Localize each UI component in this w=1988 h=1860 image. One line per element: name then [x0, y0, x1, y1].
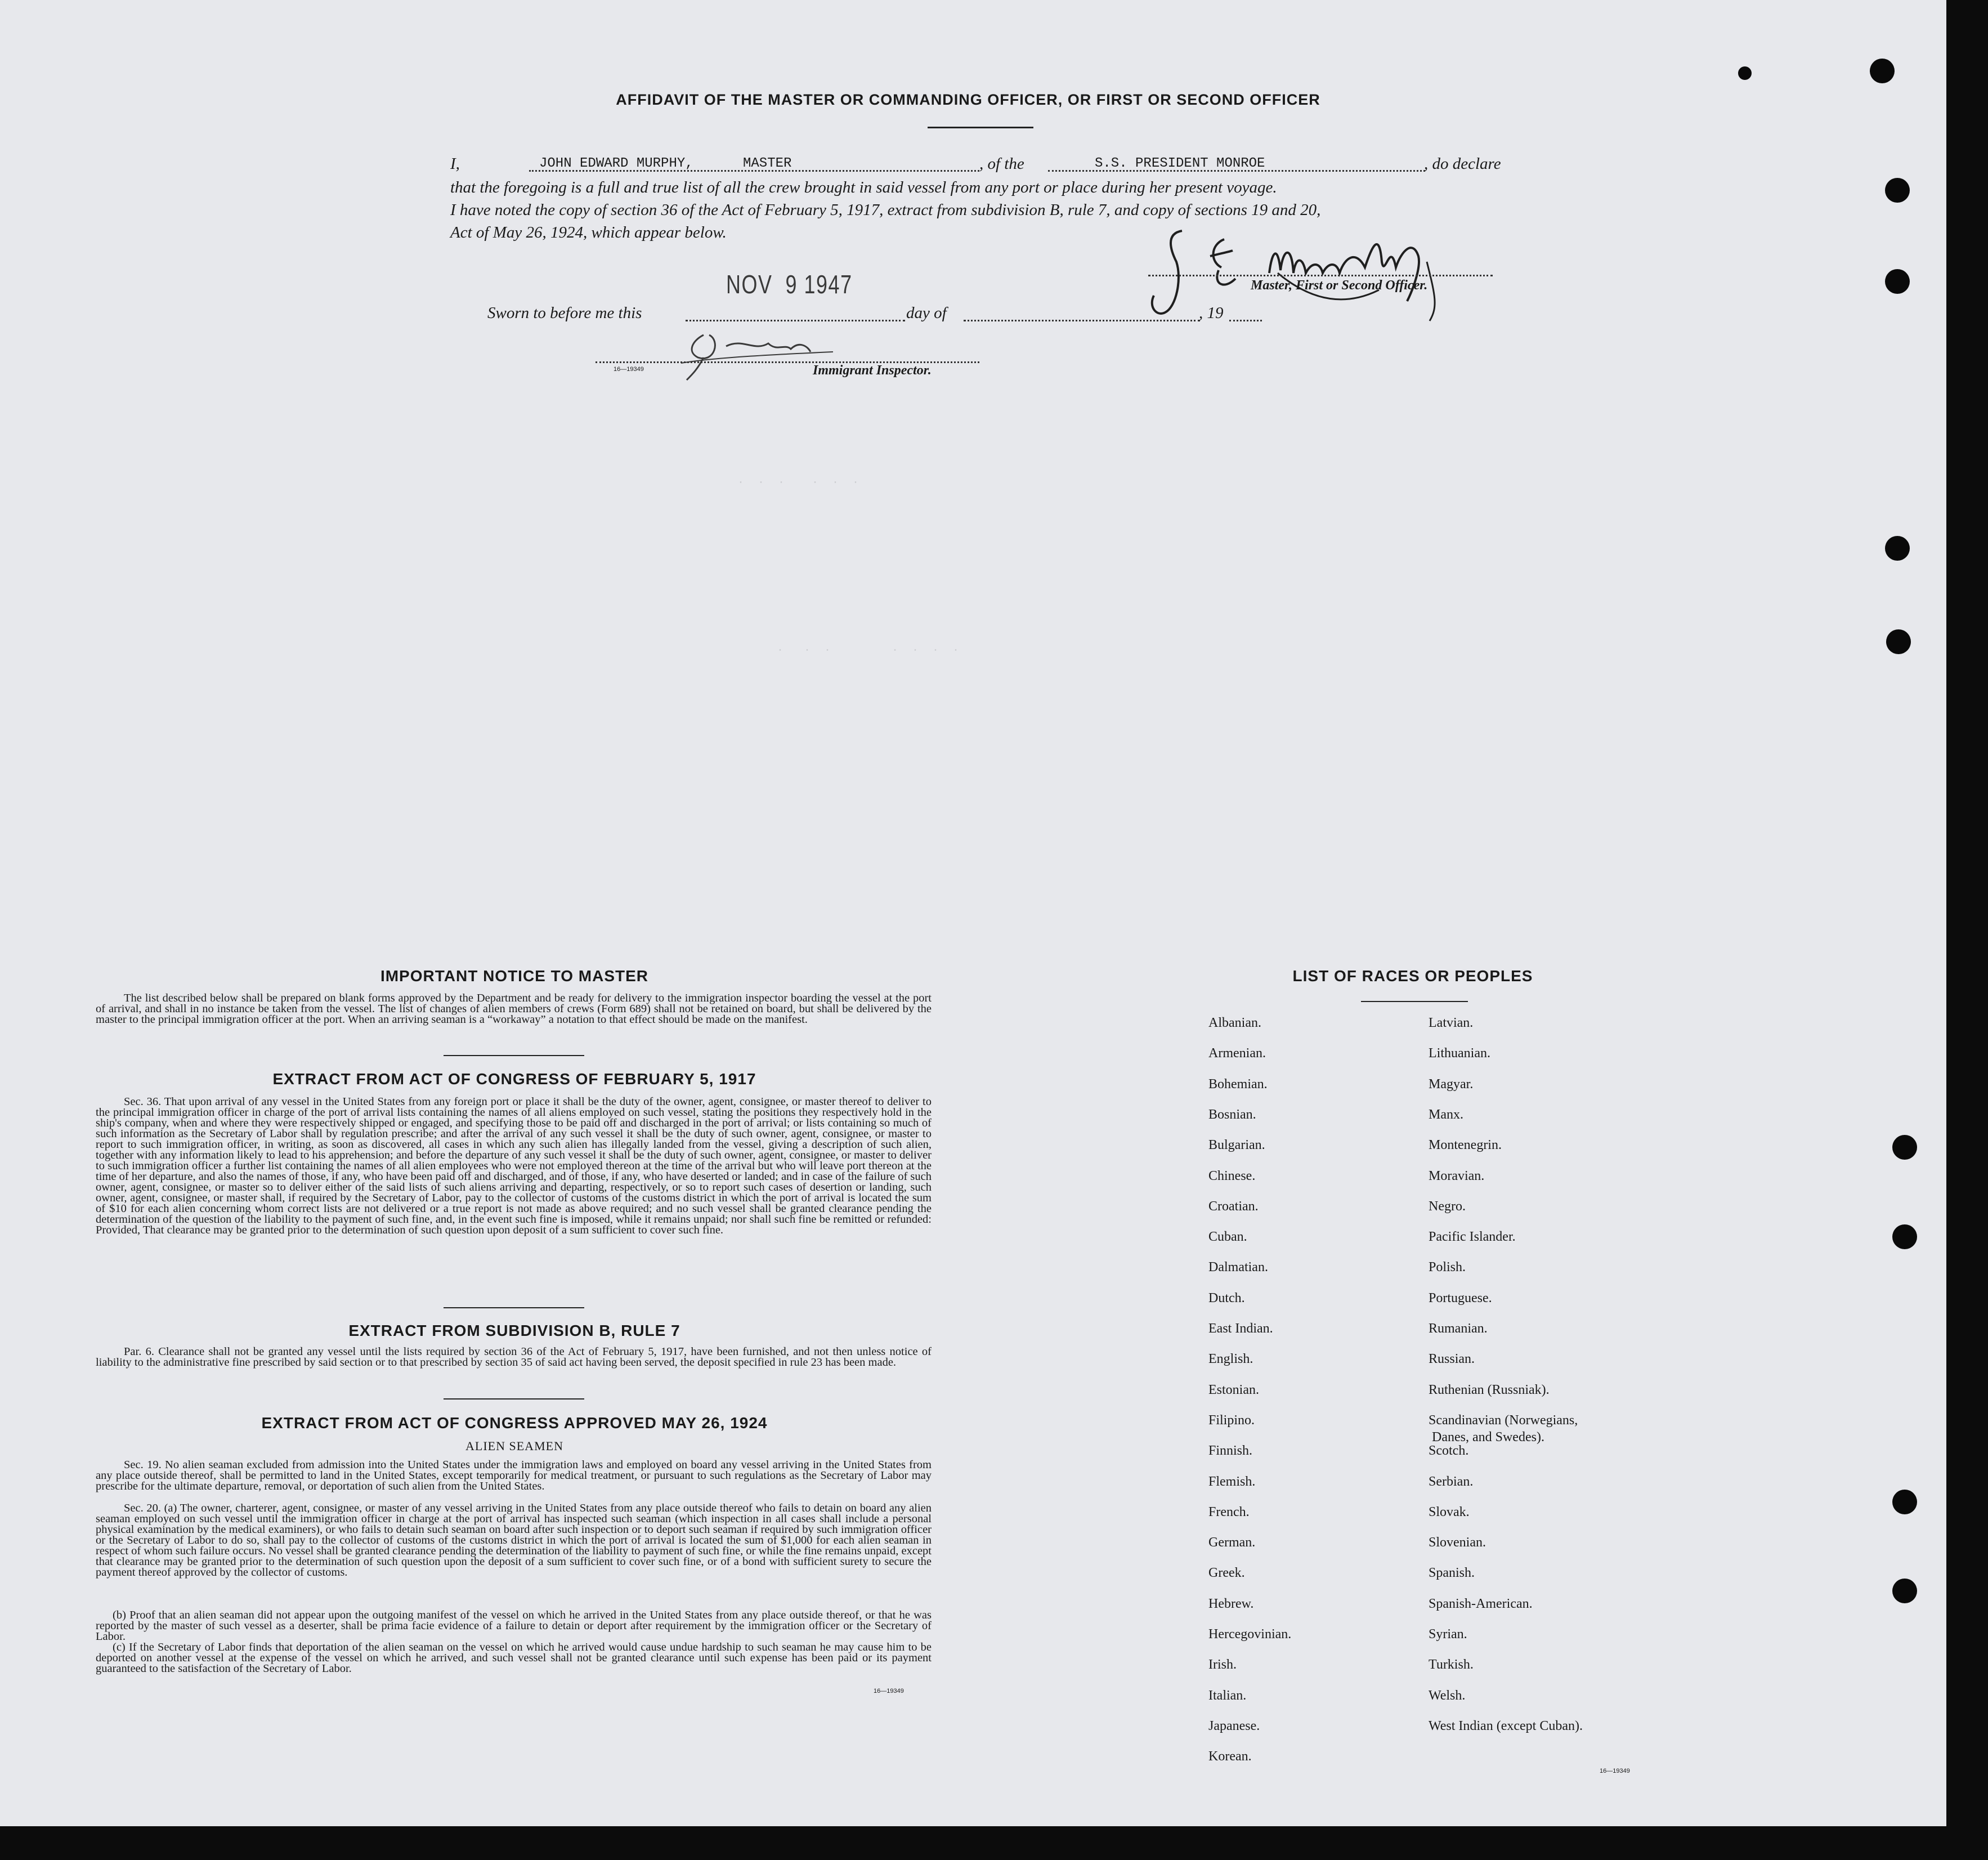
form-number: 16—19349 [1600, 1768, 1630, 1774]
name-dotted-line [529, 170, 979, 172]
faint-bleed-text: · · · · · · [737, 476, 859, 489]
alien-seamen-subtitle: ALIEN SEAMEN [465, 1439, 563, 1453]
race-item: Irish. [1208, 1657, 1237, 1673]
sworn-month-dotted-line [964, 320, 1200, 321]
faint-bleed-text: · · · · · · · [777, 644, 960, 657]
race-item: Japanese. [1208, 1718, 1260, 1733]
race-item: Korean. [1208, 1749, 1252, 1764]
race-item: Welsh. [1429, 1688, 1466, 1703]
master-name-field: JOHN EDWARD MURPHY, [539, 156, 693, 171]
race-item: German. [1208, 1535, 1256, 1550]
affidavit-title: AFFIDAVIT OF THE MASTER OR COMMANDING OFFICER, OR FIRST OR SECOND OFFICER [616, 91, 1320, 108]
race-item: Spanish-American. [1429, 1596, 1533, 1611]
race-item: Estonian. [1208, 1382, 1259, 1397]
inspector-label: Immigrant Inspector. [813, 363, 932, 378]
race-item: Bulgarian. [1208, 1138, 1265, 1153]
year-dotted-line [1229, 320, 1262, 321]
race-item: Turkish. [1429, 1657, 1474, 1673]
race-item: Albanian. [1208, 1016, 1261, 1030]
race-item: Slovenian. [1429, 1535, 1486, 1550]
race-item: Polish. [1429, 1260, 1466, 1275]
race-item: Dutch. [1208, 1290, 1245, 1305]
race-item: Spanish. [1429, 1566, 1475, 1581]
race-item: Pacific Islander. [1429, 1229, 1516, 1245]
binder-hole [1886, 629, 1911, 654]
extract1917-body: Sec. 36. That upon arrival of any vessel in the United States from any foreign port or place it shall be the duty of the owner, agent, consignee, or master thereof to deliver to the principal immigration officer in charge of the port of arrival lists containing the names of all aliens employed on such vessel, stating the positions they respectively hold in the ship's company, when and where they were respectively shipped or engaged, and specifying those to be paid off and discharged in the port of arrival; or lists containing so much of such information as the Secretary of Labor shall by regulation prescribe; and after the arrival of any such vessel it shall be the duty of such owner, agent, consignee, or master to report to such immigration officer, in writing, as soon as discovered, all cases in which any such alien has illegally landed from the vessel, giving a description of such alien, together with any information likely to lead to his apprehension; and before the departure of any such vessel it shall be the duty of such owner, agent, consignee, or master to deliver to such immigration officer a further list containing the names of all alien employees who were not employed thereon at the time of the arrival but who will leave port thereon at the time of her departure, and also the names of those, if any, who have been paid off and discharged, and of those, if any, who have deserted or landed; and in case of the failure of such owner, agent, consignee, or master so to deliver either of the said lists of such aliens arriving and departing, respectively, or so to report such cases of desertion or landing, such owner, agent, consignee, or master shall, if required by the Secretary of Labor, pay to the collector of customs of the customs district in which the port of arrival is located the sum of $10 for each alien concerning whom correct lists are not delivered or a true report is not made as above required; and no such vessel shall be granted clearance pending the determination of the question of the liability to the payment of such fine, and, in the event such fine is imposed, while it remains unpaid; nor shall such fine be remitted or refunded: Provided, That clearance may be granted prior to the determination of such question upon deposit of a sum sufficient to cover such fine. [96, 1096, 932, 1236]
race-item: Hercegovinian. [1208, 1627, 1292, 1642]
race-item: Rumanian. [1429, 1321, 1488, 1336]
sworn-before-text: Sworn to before me this [487, 304, 642, 322]
race-item: Dalmatian. [1208, 1260, 1268, 1275]
do-declare-text: , do declare [1424, 155, 1501, 173]
race-item: Moravian. [1429, 1168, 1485, 1183]
race-item: Russian. [1429, 1352, 1475, 1367]
affidavit-line2: that the foregoing is a full and true list of all the crew brought in said vessel from any port or place during her present voyage. [450, 178, 1277, 196]
race-item: Filipino. [1208, 1412, 1255, 1428]
race-item: Negro. [1429, 1199, 1466, 1214]
race-item: Finnish. [1208, 1443, 1253, 1459]
race-item: Cuban. [1208, 1229, 1247, 1245]
race-item: Lithuanian. [1429, 1046, 1490, 1061]
race-item: East Indian. [1208, 1321, 1273, 1336]
vessel-dotted-line [1048, 170, 1425, 172]
vessel-name-field: S.S. PRESIDENT MONROE [1095, 156, 1265, 171]
race-item: Ruthenian (Russniak). [1429, 1382, 1550, 1397]
title-divider [928, 127, 1033, 128]
extract1917-title: EXTRACT FROM ACT OF CONGRESS OF FEBRUARY 5, 1917 [272, 1070, 756, 1088]
notice-divider [444, 1055, 584, 1056]
race-item: Greek. [1208, 1566, 1245, 1581]
race-item: Flemish. [1208, 1474, 1256, 1489]
affidavit-line1 [450, 155, 460, 173]
binder-hole [1885, 269, 1910, 294]
day-of-text: day of [906, 304, 947, 322]
binder-hole [1892, 1224, 1917, 1249]
race-item: Bohemian. [1208, 1076, 1268, 1092]
rule7-divider [444, 1398, 584, 1400]
date-stamp: NOV 9 1947 [726, 270, 853, 299]
rank-field: MASTER [743, 156, 792, 171]
form-number: 16—19349 [874, 1688, 904, 1694]
race-item: Serbian. [1429, 1474, 1474, 1489]
binder-hole [1885, 178, 1910, 203]
race-item: Latvian. [1429, 1016, 1474, 1030]
rule7-body: Par. 6. Clearance shall not be granted any vessel until the lists required by section 36 of the Act of February 5, 1917, have been furnished, and not then unless notice of liability to the administrative fine prescribed by said section or to that prescribed by section 35 of said act having been served, the deposit specified in rule 23 has been made. [96, 1345, 932, 1369]
race-item: Manx. [1429, 1107, 1463, 1122]
races-title: LIST OF RACES OR PEOPLES [1292, 967, 1533, 985]
binder-hole [1885, 536, 1910, 561]
year-prefix-text: , 19 [1199, 304, 1224, 322]
affidavit-line3: I have noted the copy of section 36 of the Act of February 5, 1917, extract from subdivision B, rule 7, and copy of sections 19 and 20, [450, 201, 1321, 219]
binder-hole [1738, 66, 1752, 80]
binder-hole [1892, 1579, 1917, 1603]
affidavit-line4: Act of May 26, 1924, which appear below. [450, 223, 727, 242]
race-item: Montenegrin. [1429, 1138, 1502, 1153]
binder-hole [1892, 1490, 1917, 1514]
signature-label: Master, First or Second Officer. [1251, 278, 1428, 293]
race-item: Syrian. [1429, 1627, 1467, 1642]
sec20b-body: (b) Proof that an alien seaman did not appear upon the outgoing manifest of the vessel on which he arrived in the United States from any place outside thereof, or that he was reported by the master of such vessel as a deserter, shall be prima facie evidence of a failure to detain or deport after requirement by the immigration officer or the Secretary of Labor. [96, 1609, 932, 1643]
extract1924-title: EXTRACT FROM ACT OF CONGRESS APPROVED MAY 26, 1924 [261, 1414, 768, 1432]
of-the-text: , of the [979, 155, 1024, 173]
master-signature [1143, 217, 1503, 329]
signature-dotted-line [1148, 275, 1493, 276]
race-item: West Indian (except Cuban). [1429, 1718, 1583, 1733]
rule7-title: EXTRACT FROM SUBDIVISION B, RULE 7 [348, 1322, 680, 1339]
race-item: Portuguese. [1429, 1290, 1492, 1305]
race-item: Magyar. [1429, 1076, 1474, 1092]
binder-hole [1870, 59, 1895, 83]
race-item: Danes, and Swedes). [1432, 1429, 1544, 1445]
race-item: Scandinavian (Norwegians, [1429, 1412, 1578, 1428]
race-item: French. [1208, 1504, 1250, 1519]
form-number: 16—19349 [614, 366, 644, 373]
race-item: Slovak. [1429, 1504, 1470, 1519]
notice-body: The list described below shall be prepared on blank forms approved by the Department and be ready for delivery to the immigration inspector boarding the vessel at the port of arrival, and shall in no instance be taken from the vessel. The list of changes of alien members of crews (Form 689) shall not be retained on board, but shall be delivered by the master to the principal immigration officer at the port. When an arriving seaman is a “workaway” a notation to that effect should be made on the manifest. [96, 992, 932, 1026]
race-item: Chinese. [1208, 1168, 1256, 1183]
race-item: Croatian. [1208, 1199, 1259, 1214]
sec20c-body: (c) If the Secretary of Labor finds that deportation of the alien seaman on the vessel on which he arrived would cause undue hardship to such seaman he may cause him to be deported on another vessel at the expense of the vessel on which he arrived, and such vessel shall not be granted clearance until such expense has been paid or its payment guaranteed to the satisfaction of the Secretary of Labor. [96, 1641, 932, 1675]
sec19-body: Sec. 19. No alien seaman excluded from admission into the United States under the immigration laws and employed on board any vessel arriving in the United States from any place outside thereof, shall be permitted to land in the United States, except temporarily for medical treatment, or pursuant to such regulations as the Secretary of Labor may prescribe for the ultimate departure, removal, or deportation of such alien from the United States. [96, 1459, 932, 1492]
race-item: Armenian. [1208, 1046, 1266, 1061]
sec20a-body: Sec. 20. (a) The owner, charterer, agent, consignee, or master of any vessel arriving in the United States from any place outside thereof who fails to detain on board any alien seaman employed on such vessel until the immigration officer in charge at the port of arrival has inspected such seaman (which inspection in all cases shall include a personal physical examination by the medical examiners), or who fails to detain such seaman on board after such inspection or to deport such seaman if required by such immigration officer or the Secretary of Labor to do so, shall pay to the collector of customs of the customs district in which the port of arrival is located the sum of $1,000 for each alien seaman in respect of whom such failure occurs. No vessel shall be granted clearance pending the determination of the liability to payment of such fine, or while the fine remains unpaid, except that clearance may be granted prior to the determination of such question upon the deposit of a sum sufficient to cover such fine, or of a bond with sufficient surety to secure the payment thereof approved by the collector of customs. [96, 1502, 932, 1579]
race-item: Italian. [1208, 1688, 1247, 1703]
race-item: Scotch. [1429, 1443, 1469, 1459]
race-item: English. [1208, 1352, 1253, 1367]
race-item: Bosnian. [1208, 1107, 1256, 1122]
notice-title: IMPORTANT NOTICE TO MASTER [380, 967, 649, 985]
binder-hole [1892, 1135, 1917, 1160]
race-item: Hebrew. [1208, 1596, 1254, 1611]
pronoun: I, [450, 155, 460, 173]
races-divider [1361, 1001, 1468, 1002]
extract1917-divider [444, 1307, 584, 1308]
